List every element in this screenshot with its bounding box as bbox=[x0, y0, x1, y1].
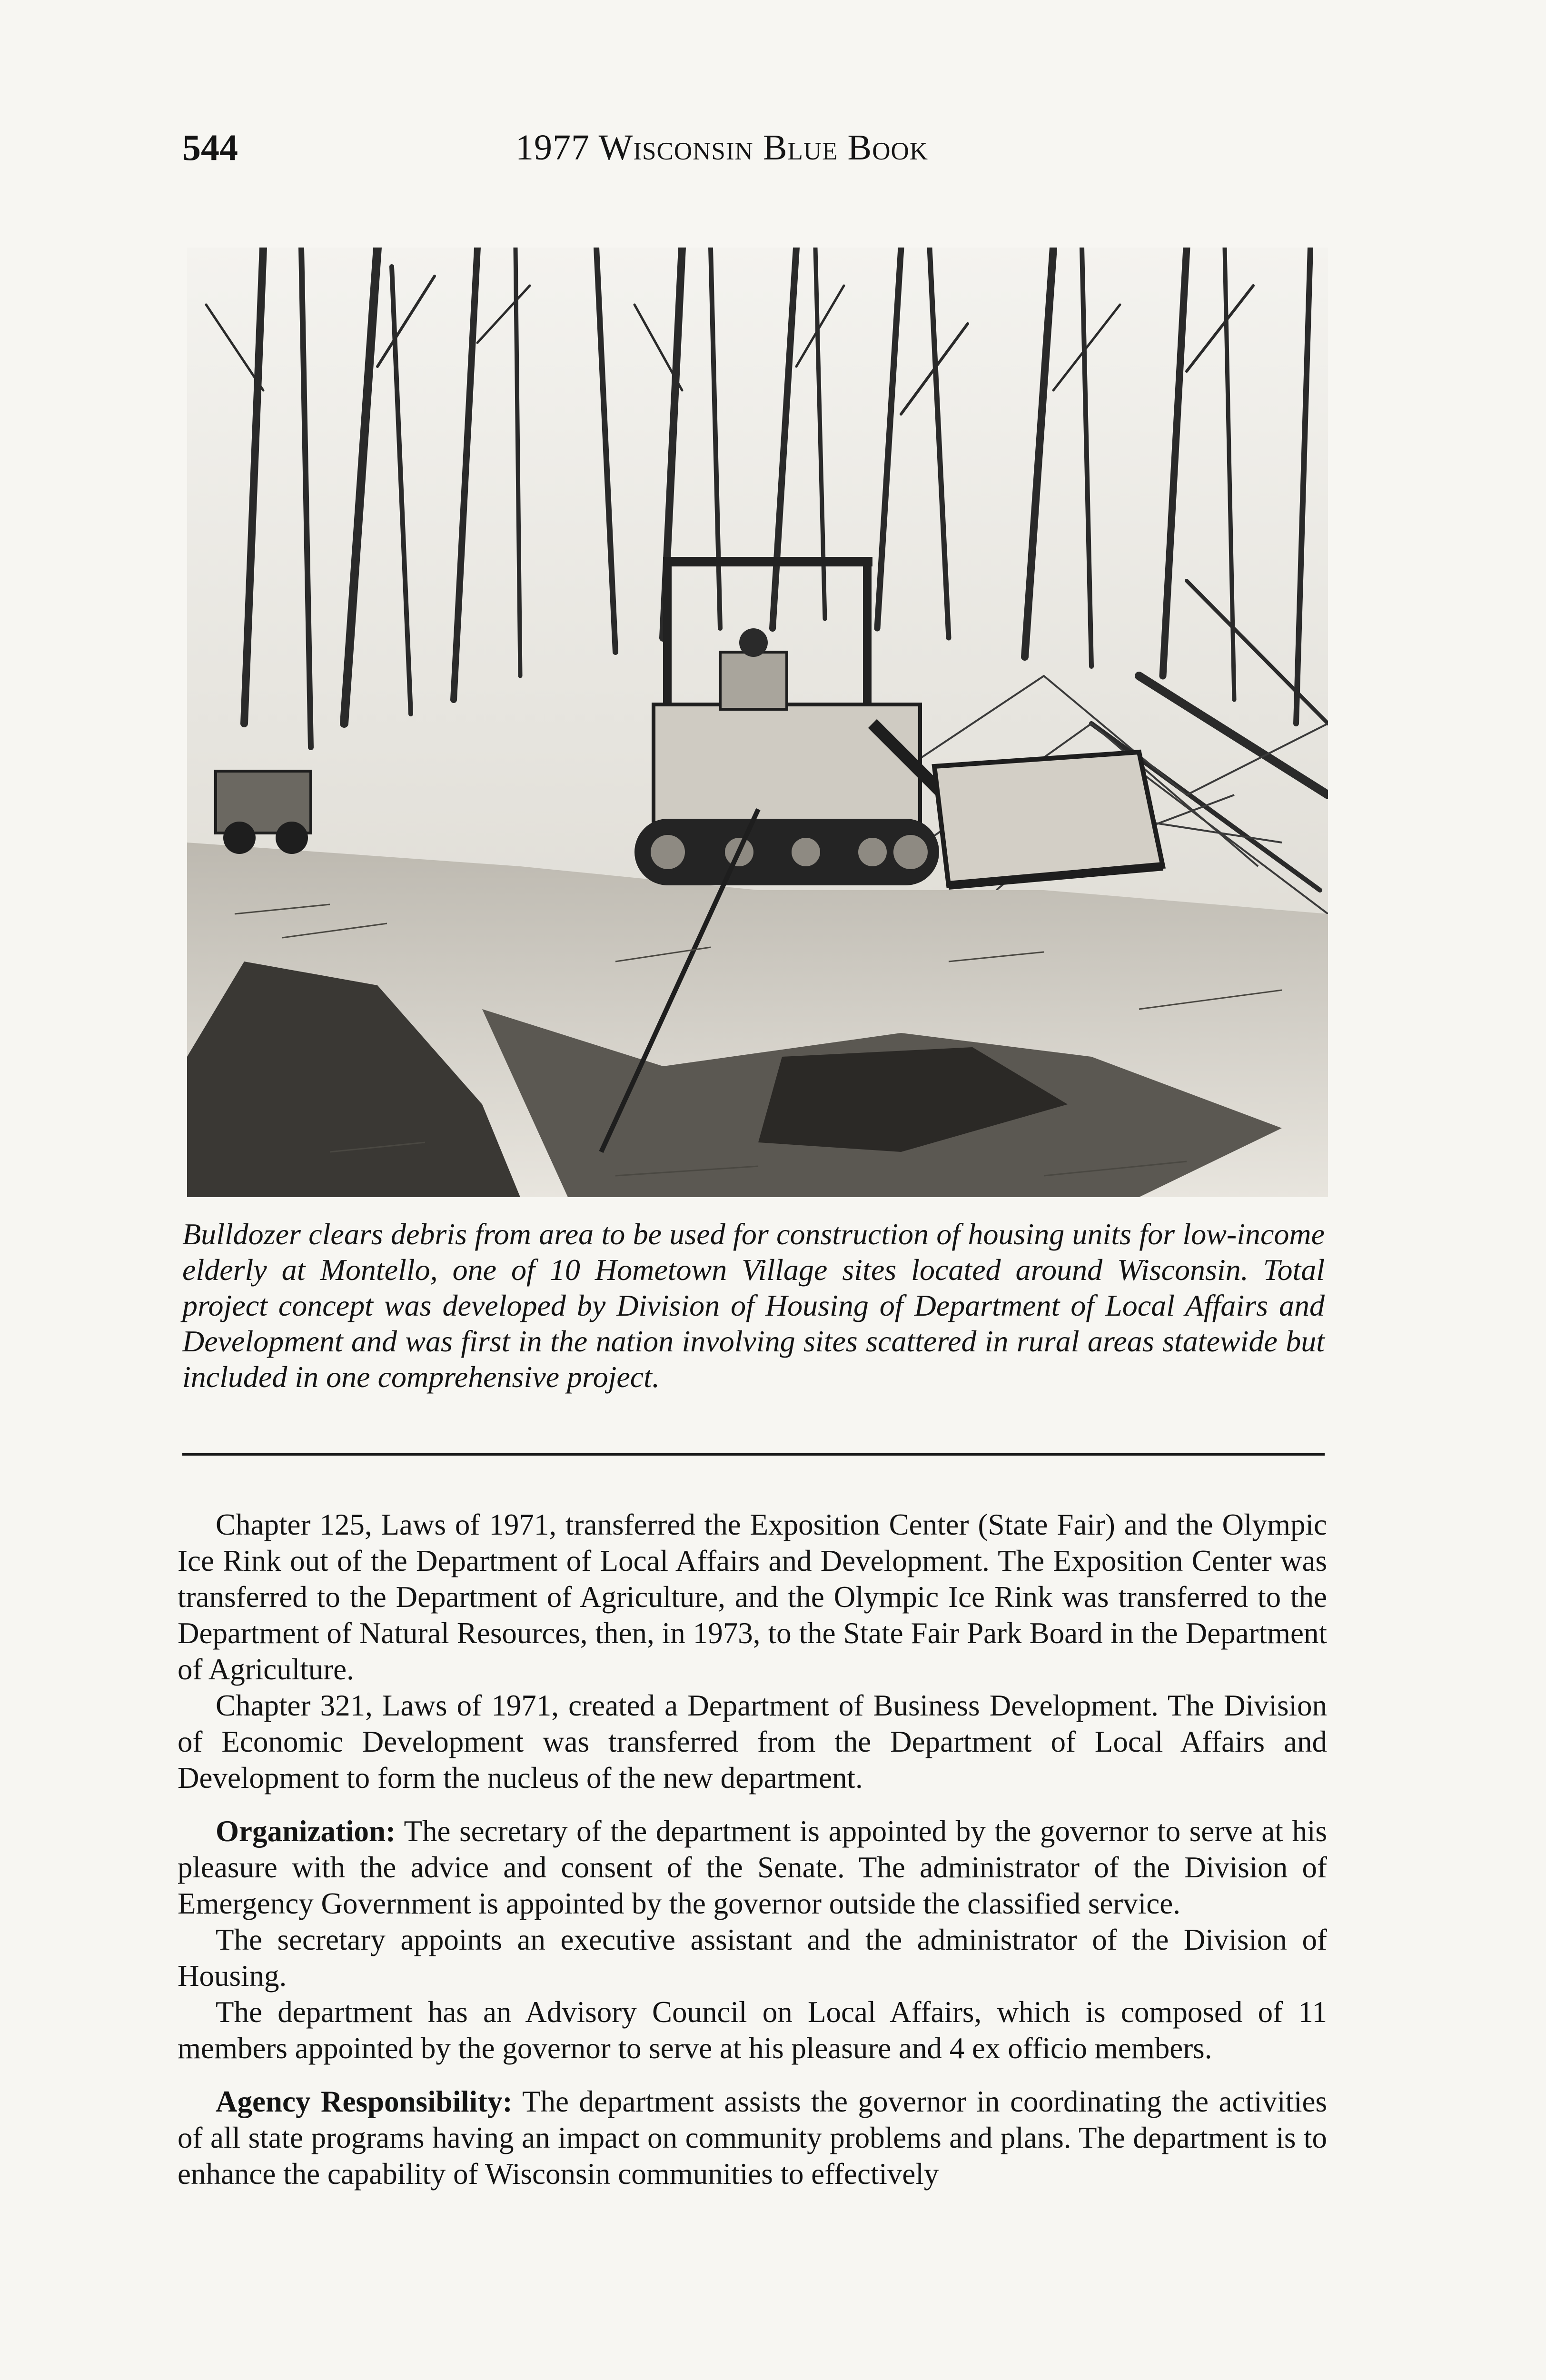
page-number: 544 bbox=[182, 127, 238, 168]
section-divider bbox=[182, 1453, 1325, 1456]
bulldozer-photo-illustration bbox=[187, 248, 1328, 1197]
organization-paragraph bbox=[178, 1813, 1327, 1922]
body-text bbox=[178, 1507, 1327, 2192]
paragraph: The department has an Advisory Council on Local Affairs, which is composed of 11 members appointed by the governor to serve at his pleasure and 4 ex officio members. bbox=[178, 1995, 1327, 2065]
paragraph-text: The department assists the governor in coordinating the activities of all state programs having an impact on community problems and plans. The department is to enhance the capability of Wisconsin communities to effectively bbox=[178, 2085, 1327, 2191]
agency-responsibility-heading: Agency Responsibility: bbox=[216, 2085, 513, 2118]
paragraph-text: The secretary of the department is appointed by the governor to serve at his pleasure with the advice and consent of the Senate. The administrator of the Division of Emergency Government is appointed by the governor outside the classified service. bbox=[178, 1815, 1327, 1920]
paragraph: Chapter 125, Laws of 1971, transferred the Exposition Center (State Fair) and the Olympic Ice Rink out of the Department of Local Affairs and Development. The Exposition Center was transferred to the Department of Agriculture, and the Olympic Ice Rink was transferred to the Department of Natural Resources, then, in 1973, to the State Fair Park Board in the Department of Agriculture. bbox=[178, 1508, 1327, 1686]
bulldozer-photo bbox=[187, 248, 1328, 1197]
organization-heading: Organization: bbox=[216, 1815, 396, 1848]
paragraph: The secretary appoints an executive assistant and the administrator of the Division of Housing. bbox=[178, 1923, 1327, 1993]
agency-responsibility-paragraph bbox=[178, 2083, 1327, 2192]
running-title: 1977 Wisconsin Blue Book bbox=[515, 128, 929, 168]
page-header bbox=[182, 121, 1320, 174]
paragraph: Chapter 321, Laws of 1971, created a Department of Business Development. The Division of Economic Development was transferred from the Department of Local Affairs and Development to form the nucleus of the new department. bbox=[178, 1689, 1327, 1795]
photo-caption: Bulldozer clears debris from area to be used for construction of housing units for low-income elderly at Montello, one of 10 Hometown Village sites located around Wisconsin. Total project concept was developed by Division of Housing of Department of Local Affairs and Development and was first in the nation involving sites scattered in rural areas statewide but included in one comprehensive project. bbox=[182, 1217, 1325, 1394]
